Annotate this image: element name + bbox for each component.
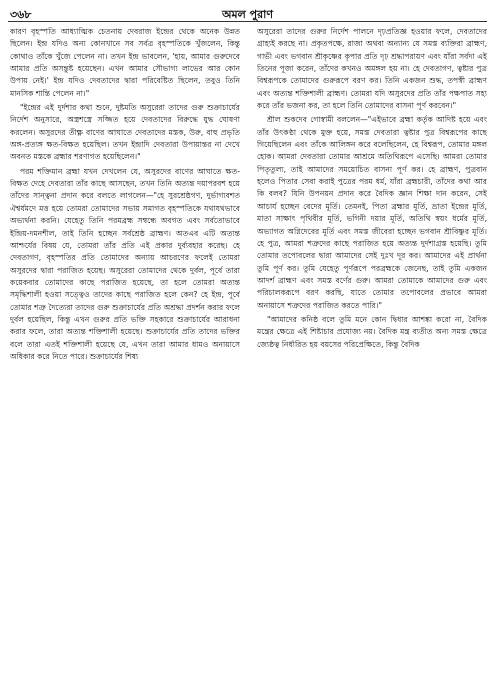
paragraph: অসুরেরা তাদের গুরুর নির্দেশ পালনে দৃঢ়প্রতিজ্ঞ হওয়ার ফলে, দেবতাদের গ্রাহ্যই করছে না। প্রকৃতপক্ষে, রাজা অথবা অন্যান্য যে সমস্ত ব্যক্তিরা ব্রাহ্মণ, গাভী এবং ভগবান শ্রীকৃষ্ণের কৃপার প্রতি দৃঢ় শ্রদ্ধাপরায়ণ এবং যাঁরা সর্বদা এই তিনের পূজা করেন, তাঁদের কখনও অমঙ্গল হয় না। হে দেবতাগণ, ত্বষ্টার পুত্র বিশ্বরূপকে তোমাদের গুরুরূপে বরণ কর। তিনি একজন শুদ্ধ, তপস্বী ব্রাহ্মণ এবং অত্যন্ত শক্তিশালী ব্রাহ্মণ। তোমরা যদি অসুরদের প্রতি তাঁর পক্ষপাত সহ্য করে তাঁর ভজনা কর, তা হলে তিনি তোমাদের বাসনা পূর্ণ করবেন।" <box>257 27 487 111</box>
right-column <box>257 26 487 676</box>
paragraph: পরম শক্তিমান ব্রহ্মা যখন দেখলেন যে, অসুরদের বাণের আঘাতে ক্ষত-বিক্ষত দেহে দেবতারা তাঁর কাছে আসছেন, তখন তিনি অত্যন্ত দয়াপরবশ হয়ে তাঁদের সান্ত্বনা প্রদান করে বলতে লাগলেন—"হে সুরশ্রেষ্ঠগণ, দুর্ভাগ্যবশত ঐশ্বর্যমদে মত্ত হয়ে তোমরা তোমাদের সভায় সমাগত বৃহস্পতিকে যথাযথভাবে অভ্যর্থনা করনি। যেহেতু তিনি পরমব্রহ্ম সম্বন্ধে অবগত এবং সর্বতোভাবে ইন্দ্রিয়-দমনশীল, তাই তিনি হচ্ছেন সর্বশ্রেষ্ঠ ব্রাহ্মণ। অতএব এটি অত্যন্ত আশ্চর্যের বিষয় যে, তোমরা তাঁর প্রতি এই প্রকার দুর্ব্যবহার করেছ। হে দেবতাগণ, বৃহস্পতির প্রতি তোমাদের অন্যায় আচরণের ফলেই তোমরা অসুরদের দ্বারা পরাজিত হয়েছ। অসুরেরা তোমাদের থেকে দুর্বল, পূর্বে তারা কয়েকবার তোমাদের কাছে পরাজিত হয়েছে, তা হলে তোমরা অত্যন্ত সমৃদ্ধিশালী হওয়া সত্ত্বেও তাদের কাছে পরাজিত হলে কেন? হে ইন্দ্র, পূর্বে তোমার শত্রু দৈত্যেরা তাদের গুরু শুক্রাচার্যের প্রতি অশ্রদ্ধা প্রদর্শন করার ফলে দুর্বল হয়েছিল, কিন্তু এখন গুরুর প্রতি ভক্তি সহকারে শুক্রাচার্যের আরাধনা করার ফলে, তারা অত্যন্ত শক্তিশালী হয়েছে। শুক্রাচার্যের প্রতি তাদের ভক্তির বলে তারা এতই শক্তিশালী হয়েছে যে, এখন তারা আমার ধামও অনায়াসে অধিকার করে নিতে পারে। শুক্রাচার্যের শিষ্য <box>10 166 240 361</box>
page-number: ৩৬৮ <box>10 8 32 21</box>
paragraph: কারণ বৃহস্পতি আধ্যাত্মিক চেতনায় দেবরাজ ইন্দ্রের থেকে অনেক উন্নত ছিলেন। ইন্দ্র যদিও অন্য কোনখানে সব সর্বত্র বৃহস্পতিকে খুঁজলেন, কিন্তু কোথাও তাঁকে খুঁজে পেলেন না। তখন ইন্দ্র ভাবলেন, 'হায়, আমার গুরুদেবে আমার প্রতি অসন্তুষ্ট হয়েছেন। এখন আমার সৌভাগ্য লাভের আর কোন উপায় নেই।' ইন্দ্র যদিও দেবতাদের দ্বারা পরিবেষ্টিত ছিলেন, তবুও তিনি মানসিক শান্তি পেলেন না।" <box>10 27 240 98</box>
left-column <box>10 26 240 676</box>
page-header <box>8 4 487 22</box>
running-title: অমল পুরাণ <box>221 8 274 21</box>
header-divider <box>8 21 487 22</box>
paragraph: "আমাদের কনিষ্ঠ বলে তুমি মনে কোন দ্বিধার আশঙ্কা করো না, বৈদিক মন্ত্রের ক্ষেত্রে এই শিষ্টাচার প্রযোজ্য নয়। বৈদিক মন্ত্র ব্যতীত অন্য সমস্ত ক্ষেত্রে জ্যেষ্ঠত্ব নির্ধারিত হয় বয়সের পরিপ্রেক্ষিতে, কিন্তু বৈদিক <box>257 314 487 349</box>
paragraph: শ্রীল শুকদেব গোস্বামী বললেন—"এইভাবে ব্রহ্মা কর্তৃক আদিষ্ট হয়ে এবং তাঁর উৎকণ্ঠা থেকে মুক্ত হয়ে, সমস্ত দেবতারা ত্বষ্টার পুত্র বিশ্বরূপের কাছে গিয়েছিলেন এবং তাঁকে আলিঙ্গন করে বলেছিলেন, হে বিশ্বরূপ, তোমার মঙ্গল হোক। আমরা দেবতারা তোমার আশ্রমে অতিথিরূপে এসেছি। আমরা তোমার পিতৃতুল্য, তাই আমাদের সময়োচিত বাসনা পূর্ণ কর। হে ব্রাহ্মণ, পুত্রবান হলেও পিতার সেবা করাই পুত্রের পরম ধর্ম, যাঁরা ব্রহ্মচারী, তাঁদের কথা আর কি বলব? যিনি উপনয়ন প্রদান করে বৈদিক জ্ঞান শিক্ষা দান করেন, সেই আচার্য হচ্ছেন বেদের মূর্তি। তেমনই, পিতা ব্রহ্মার মূর্তি, ভ্রাতা ইন্দ্রের মূর্তি, মাতা সাক্ষাৎ পৃথিবীর মূর্তি, ভগিনী দয়ার মূর্তি, অতিথি স্বয়ং ধর্মের মূর্তি, অভ্যাগত অগ্নিদেবের মূর্তি এবং সমস্ত জীবেরা হচ্ছেন ভগবান শ্রীবিষ্ণুর মূর্তি। হে পুত্র, আমরা শত্রুদের কাছে পরাজিত হয়ে অত্যন্ত দুর্দশাগ্রস্ত হয়েছি। তুমি তোমার তপোবলের দ্বারা আমাদের সেই দুঃখ দূর কর। আমাদের এই প্রার্থনা তুমি পূর্ণ কর। তুমি যেহেতু পূর্ণরূপে পরব্রহ্মকে জেনেছ, তাই তুমি একজন আদর্শ ব্রাহ্মণ এবং সমস্ত বর্ণের গুরু। আমরা তোমাকে আমাদের গুরু এবং পরিচালকরূপে বরণ করছি, যাতে তোমার তপোবলের প্রভাবে আমরা অনায়াসে শত্রুদের পরাজিত করতে পারি।" <box>257 115 487 310</box>
paragraph: "ইন্দ্রের এই দুর্দশার কথা শুনে, দুষ্টমতি অসুরেরা তাদের গুরু শুক্রাচার্যের নির্দেশ অনুসারে, অস্ত্রশস্ত্রে সজ্জিত হয়ে দেবতাদের বিরুদ্ধে যুদ্ধ ঘোষণা করলেন। অসুরদের তীক্ষ্ণ বাণের আঘাতে দেবতাদের মস্তক, উরু, বাহু প্রভৃতি অঙ্গ-প্রত্যঙ্গ ক্ষত-বিক্ষত হয়েছিল। তখন ইন্দ্রাদি দেবতারা উপায়ান্তর না দেখে অবনত মস্তকে ব্রহ্মার শরণাগত হয়েছিলেন।" <box>10 103 240 162</box>
